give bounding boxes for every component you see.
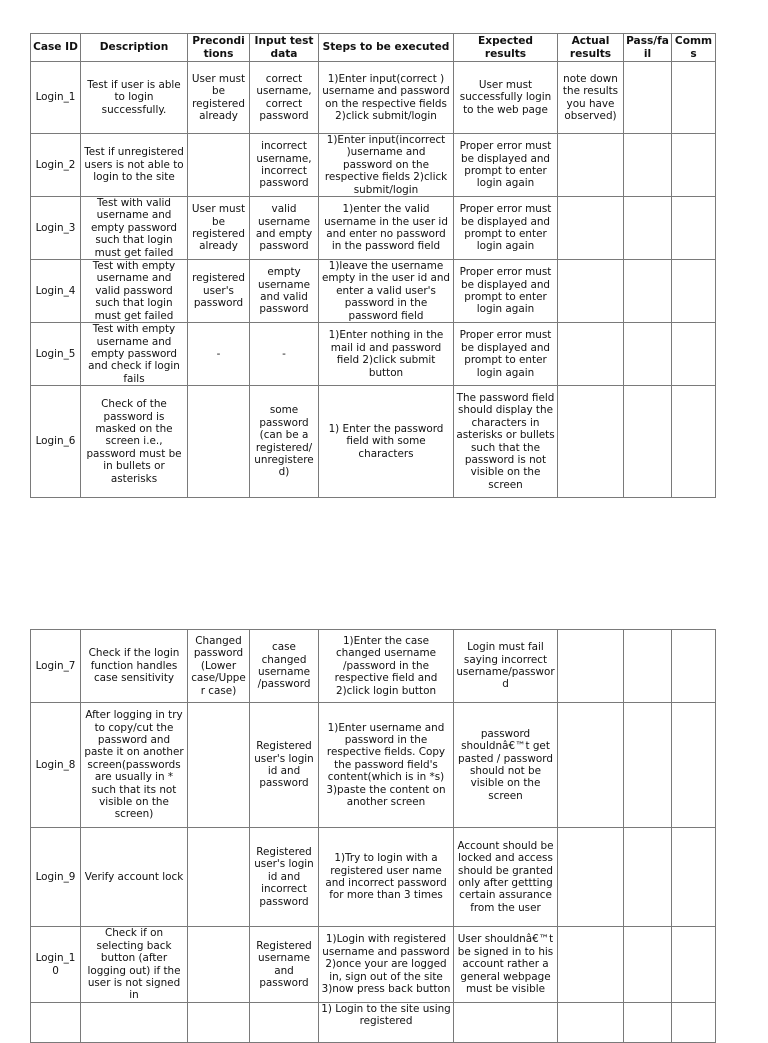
description-cell: Test if user is able to login successfully.: [81, 62, 188, 134]
steps-cell: 1) Login to the site using registered: [319, 1003, 454, 1043]
preconditions-cell: [188, 703, 250, 828]
actual-cell: [558, 197, 624, 260]
input-cell: [250, 1003, 319, 1043]
test-case-table-top: [30, 33, 716, 498]
case-id-cell: Login_1: [31, 62, 81, 134]
description-cell: Test if unregistered users is not able to login to the site: [81, 134, 188, 197]
expected-cell: Account should be locked and access should be granted only after gettting certain assurance from the user: [454, 828, 558, 927]
table-row: [31, 197, 716, 260]
case-id-cell: Login_3: [31, 197, 81, 260]
actual-cell: [558, 630, 624, 703]
input-cell: valid username and empty password: [250, 197, 319, 260]
description-cell: Test with empty username and empty password and check if login fails: [81, 323, 188, 386]
steps-cell: 1)Enter the case changed username /password in the respective field and 2)click login button: [319, 630, 454, 703]
comments-cell: [672, 260, 716, 323]
preconditions-cell: [188, 828, 250, 927]
comments-cell: [672, 927, 716, 1003]
actual-cell: [558, 703, 624, 828]
pass-fail-cell: [624, 927, 672, 1003]
header-case-id: Case ID: [31, 34, 81, 62]
expected-cell: Login must fail saying incorrect username/password: [454, 630, 558, 703]
table-row: [31, 703, 716, 828]
expected-cell: [454, 1003, 558, 1043]
case-id-cell: Login_9: [31, 828, 81, 927]
table-row: [31, 323, 716, 386]
header-input-test-data: Input test data: [250, 34, 319, 62]
input-cell: correct username, correct password: [250, 62, 319, 134]
description-cell: [81, 1003, 188, 1043]
comments-cell: [672, 323, 716, 386]
comments-cell: [672, 828, 716, 927]
case-id-cell: [31, 1003, 81, 1043]
preconditions-cell: User must be registered already: [188, 197, 250, 260]
steps-cell: 1)leave the username empty in the user id and enter a valid user's password in the password field: [319, 260, 454, 323]
comments-cell: [672, 62, 716, 134]
table-row: [31, 1003, 716, 1043]
input-cell: case changed username /password: [250, 630, 319, 703]
case-id-cell: Login_8: [31, 703, 81, 828]
actual-cell: note down the results you have observed): [558, 62, 624, 134]
steps-cell: 1)Enter input(incorrect )username and password on the respective fields 2)click submit/login: [319, 134, 454, 197]
header-description: Description: [81, 34, 188, 62]
preconditions-cell: Changed password (Lower case/Upper case): [188, 630, 250, 703]
pass-fail-cell: [624, 134, 672, 197]
pass-fail-cell: [624, 386, 672, 498]
expected-cell: User shouldnâ€™t be signed in to his account rather a general webpage must be visible: [454, 927, 558, 1003]
preconditions-cell: [188, 1003, 250, 1043]
actual-cell: [558, 323, 624, 386]
table-row: [31, 386, 716, 498]
steps-cell: 1)Enter username and password in the respective fields. Copy the password field's content(which is in *s) 3)paste the content on another screen: [319, 703, 454, 828]
comments-cell: [672, 1003, 716, 1043]
preconditions-cell: [188, 134, 250, 197]
header-row: [31, 34, 716, 62]
table-row: [31, 62, 716, 134]
test-case-table-bottom: [30, 629, 716, 1043]
steps-cell: 1)Enter input(correct ) username and password on the respective fields 2)click submit/login: [319, 62, 454, 134]
expected-cell: The password field should display the characters in asterisks or bullets such that the password is not visible on the screen: [454, 386, 558, 498]
expected-cell: password shouldnâ€™t get pasted / password should not be visible on the screen: [454, 703, 558, 828]
expected-cell: User must successfully login to the web page: [454, 62, 558, 134]
description-cell: Check if on selecting back button (after logging out) if the user is not signed in: [81, 927, 188, 1003]
header-pass-fail: Pass/fail: [624, 34, 672, 62]
description-cell: After logging in try to copy/cut the password and paste it on another screen(passwords are usually in * such that its not visible on the screen): [81, 703, 188, 828]
input-cell: empty username and valid password: [250, 260, 319, 323]
steps-cell: 1) Enter the password field with some characters: [319, 386, 454, 498]
description-cell: Verify account lock: [81, 828, 188, 927]
steps-cell: 1)Login with registered username and password 2)once your are logged in, sign out of the site 3)now press back button: [319, 927, 454, 1003]
table-row: [31, 927, 716, 1003]
comments-cell: [672, 386, 716, 498]
expected-cell: Proper error must be displayed and prompt to enter login again: [454, 260, 558, 323]
expected-cell: Proper error must be displayed and prompt to enter login again: [454, 323, 558, 386]
description-cell: Test with empty username and valid password such that login must get failed: [81, 260, 188, 323]
input-cell: -: [250, 323, 319, 386]
header-actual-results: Actual results: [558, 34, 624, 62]
case-id-cell: Login_5: [31, 323, 81, 386]
preconditions-cell: User must be registered already: [188, 62, 250, 134]
header-comments: Comms: [672, 34, 716, 62]
description-cell: Check if the login function handles case sensitivity: [81, 630, 188, 703]
header-expected-results: Expected results: [454, 34, 558, 62]
pass-fail-cell: [624, 62, 672, 134]
comments-cell: [672, 134, 716, 197]
input-cell: Registered username and password: [250, 927, 319, 1003]
pass-fail-cell: [624, 323, 672, 386]
pass-fail-cell: [624, 630, 672, 703]
input-cell: some password (can be a registered/ unregistered): [250, 386, 319, 498]
comments-cell: [672, 630, 716, 703]
table-row: [31, 630, 716, 703]
steps-cell: 1)Try to login with a registered user name and incorrect password for more than 3 times: [319, 828, 454, 927]
expected-cell: Proper error must be displayed and prompt to enter login again: [454, 134, 558, 197]
pass-fail-cell: [624, 260, 672, 323]
case-id-cell: Login_7: [31, 630, 81, 703]
expected-cell: Proper error must be displayed and prompt to enter login again: [454, 197, 558, 260]
description-cell: Test with valid username and empty password such that login must get failed: [81, 197, 188, 260]
pass-fail-cell: [624, 197, 672, 260]
case-id-cell: Login_4: [31, 260, 81, 323]
preconditions-cell: [188, 927, 250, 1003]
input-cell: incorrect username, incorrect password: [250, 134, 319, 197]
case-id-cell: Login_6: [31, 386, 81, 498]
input-cell: Registered user's login id and password: [250, 703, 319, 828]
header-steps: Steps to be executed: [319, 34, 454, 62]
pass-fail-cell: [624, 1003, 672, 1043]
comments-cell: [672, 703, 716, 828]
pass-fail-cell: [624, 703, 672, 828]
description-cell: Check of the password is masked on the screen i.e., password must be in bullets or asterisks: [81, 386, 188, 498]
actual-cell: [558, 1003, 624, 1043]
input-cell: Registered user's login id and incorrect password: [250, 828, 319, 927]
actual-cell: [558, 828, 624, 927]
table-row: [31, 260, 716, 323]
header-preconditions: Preconditions: [188, 34, 250, 62]
table-row: [31, 828, 716, 927]
comments-cell: [672, 197, 716, 260]
preconditions-cell: registered user's password: [188, 260, 250, 323]
actual-cell: [558, 386, 624, 498]
steps-cell: 1)enter the valid username in the user id and enter no password in the password field: [319, 197, 454, 260]
table-row: [31, 134, 716, 197]
steps-cell: 1)Enter nothing in the mail id and password field 2)click submit button: [319, 323, 454, 386]
actual-cell: [558, 260, 624, 323]
actual-cell: [558, 927, 624, 1003]
pass-fail-cell: [624, 828, 672, 927]
preconditions-cell: -: [188, 323, 250, 386]
preconditions-cell: [188, 386, 250, 498]
case-id-cell: Login_2: [31, 134, 81, 197]
case-id-cell: Login_10: [31, 927, 81, 1003]
actual-cell: [558, 134, 624, 197]
